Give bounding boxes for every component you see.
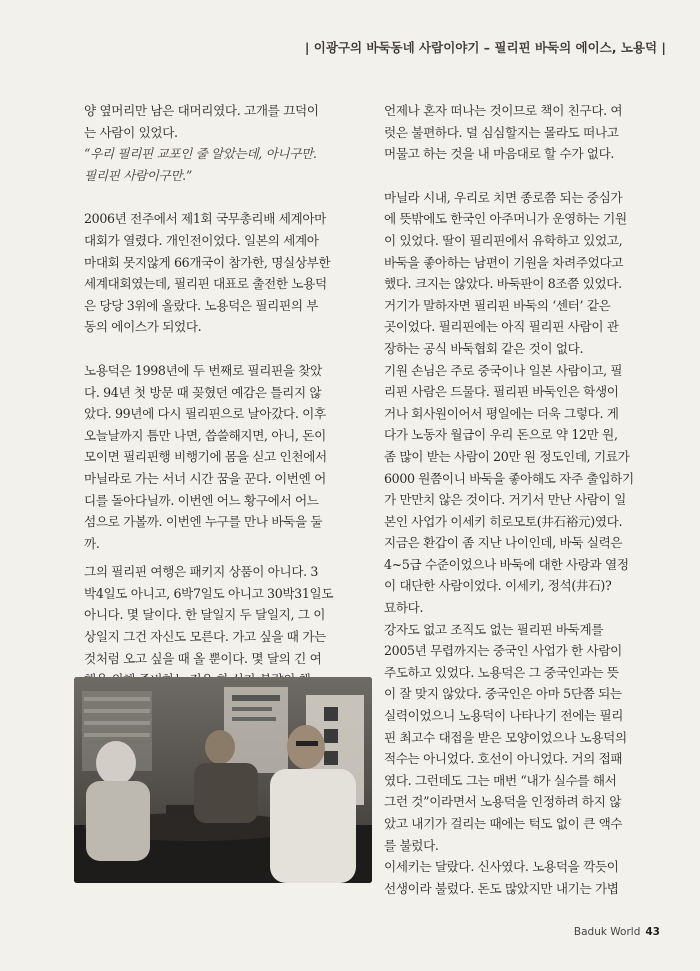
paragraph-travel-style: 그의 필리핀 여행은 패키지 상품이 아니다. 3 박4일도 아니고, 6박7일도 아니고 30박31일도 아니다. 몇 달이다. 한 달일지 두 달일지, 그 이 상일지 그건 자신도 모른다. 가고 싶을 때 가는 것처럼 오고 싶을 때 올 뿐이다. 몇 달의 긴 여	[84, 564, 334, 666]
baduk-players-photo	[74, 677, 372, 883]
photo-illustration	[74, 677, 372, 883]
paragraph-philippines-visits: 노용덕은 1998년에 두 번째로 필리핀을 찾았 다. 94년 첫 방문 때 꽂혔던 예감은 틀리지 않 았다. 99년에 다시 필리핀으로 날아갔다. 이후 오늘날까지 틈만 나면, 씁쓸해지면, 아니, 돈이 모이면 필리핀행 비행기에 몸을 싣고 인천에서 마닐라로 가는 서너 시간 꿈을 꾼다. 이번엔 어 디를 돌아다닐까. 이번엔 어느 황구에서 어느 섬으로 가볼까. 이번엔 누구를 만나 바둑을 둘 까.	[84, 362, 327, 551]
paragraph-2006-tournament: 2006년 전주에서 제1회 국무총리배 세계아마 대회가 열렸다. 개인전이었다. 일본의 세계아 마대회 못지않게 66개국이 참가한, 명실상부한 세계대회였는데, 필리핀 대표로 출전한 노용덕 은 당당 3위에 올랐다. 노용덕은 필리핀의 부 동의 에이스가 되었다.	[84, 211, 331, 335]
quote-paragraph: “우리 필리핀 교포인 줄 알았는데, 아니구만. 필리핀 사람이구만.”	[84, 146, 317, 183]
paragraph-club-guests: 기원 손님은 주로 중국이나 일본 사람이고, 필 리핀 사람은 드물다. 필리핀 바둑인은 학생이 거나 회사원이어서 평일에는 더욱 그렇다. 게 다가 노동자 월급이 우리 돈으로 약 12만 원, 좀 많이 받는 사람이 20만 원 정도인데, 기료가 6000 원쯤이니 바둑을 좋아해도 자주 출입하기 가 만만치 않은 것이다. 거기서 만난 사람이 일 본인 사업가 이세키 히로모토(井石裕元)였다. 지금은 환갑이 좀 지난 나이인데, 바둑 실력은 4~5급 수준이었으나 바둑에 대한 사랑과 열정 이 대단한 사람이었다. 이세키, 정석(井石)? 묘하다.	[384, 362, 634, 616]
paragraph-chinese-businessman: 강자도 없고 조직도 없는 필리핀 바둑계를 2005년 무렵까지는 중국인 사업가 한 사람이 주도하고 있었다. 노용덕은 그 중국인과는 뜻 이 잘 맞지 않았다. 중국인은 아마 5단쯤 되는 실력이었으니 노용덕이 나타나기 전에는 필리 핀 최고수 대접을 받은 모양이었으나 노용덕의 적수는 아니었다. 호선이 아니었다. 거의 접패 였다. 그런데도 그는 매번 “내가 실수를 해서 그런 것”이라면서 노용덕을 인정하려 하지 않 았고 내기가 걸리는 때에는 턱도 없이 큰 액수 를 불렀다.	[384, 621, 627, 853]
magazine-name: Baduk World	[573, 926, 641, 938]
running-header: | 이광구의 바둑동네 사람이야기 – 필리핀 바둑의 에이스, 노용덕 |	[304, 40, 666, 55]
paragraph-books-friend: 언제나 혼자 떠나는 것이므로 책이 친구다. 여 럿은 불편하다. 덜 심심할지는 몰라도 떠나고 머물고 하는 것을 내 마음대로 할 수가 없다.	[384, 103, 623, 162]
paragraph-manila-baduk-club: 마닐라 시내, 우리로 치면 종로쯤 되는 중심가 에 뜻밖에도 한국인 아주머니가 운영하는 기원 이 있었다. 딸이 필리핀에서 유학하고 있었고, 바둑을 좋아하는 남편이 기원을 차려주었다고 했다. 크지는 않았다. 바둑판이 8조쯤 있었다. 거기가 말하자면 필리핀 바둑의 ‘센터’ 같은 곳이었다. 필리핀에는 아직 필리핀 사람이 관 장하는 공식 바둑협회 같은 것이 없다.	[384, 189, 627, 356]
intro-paragraph: 양 옆머리만 남은 대머리였다. 고개를 끄덕이 는 사람이 있었다.	[84, 103, 319, 140]
right-text-column	[384, 100, 660, 899]
page-number: 43	[645, 926, 660, 938]
page-footer	[574, 926, 660, 938]
left-text-column	[84, 100, 360, 691]
paragraph-iseki: 이세키는 달랐다. 신사였다. 노용덕을 깍듯이 선생이라 불렀다. 돈도 많았지만 내기는 가볍	[384, 859, 619, 896]
